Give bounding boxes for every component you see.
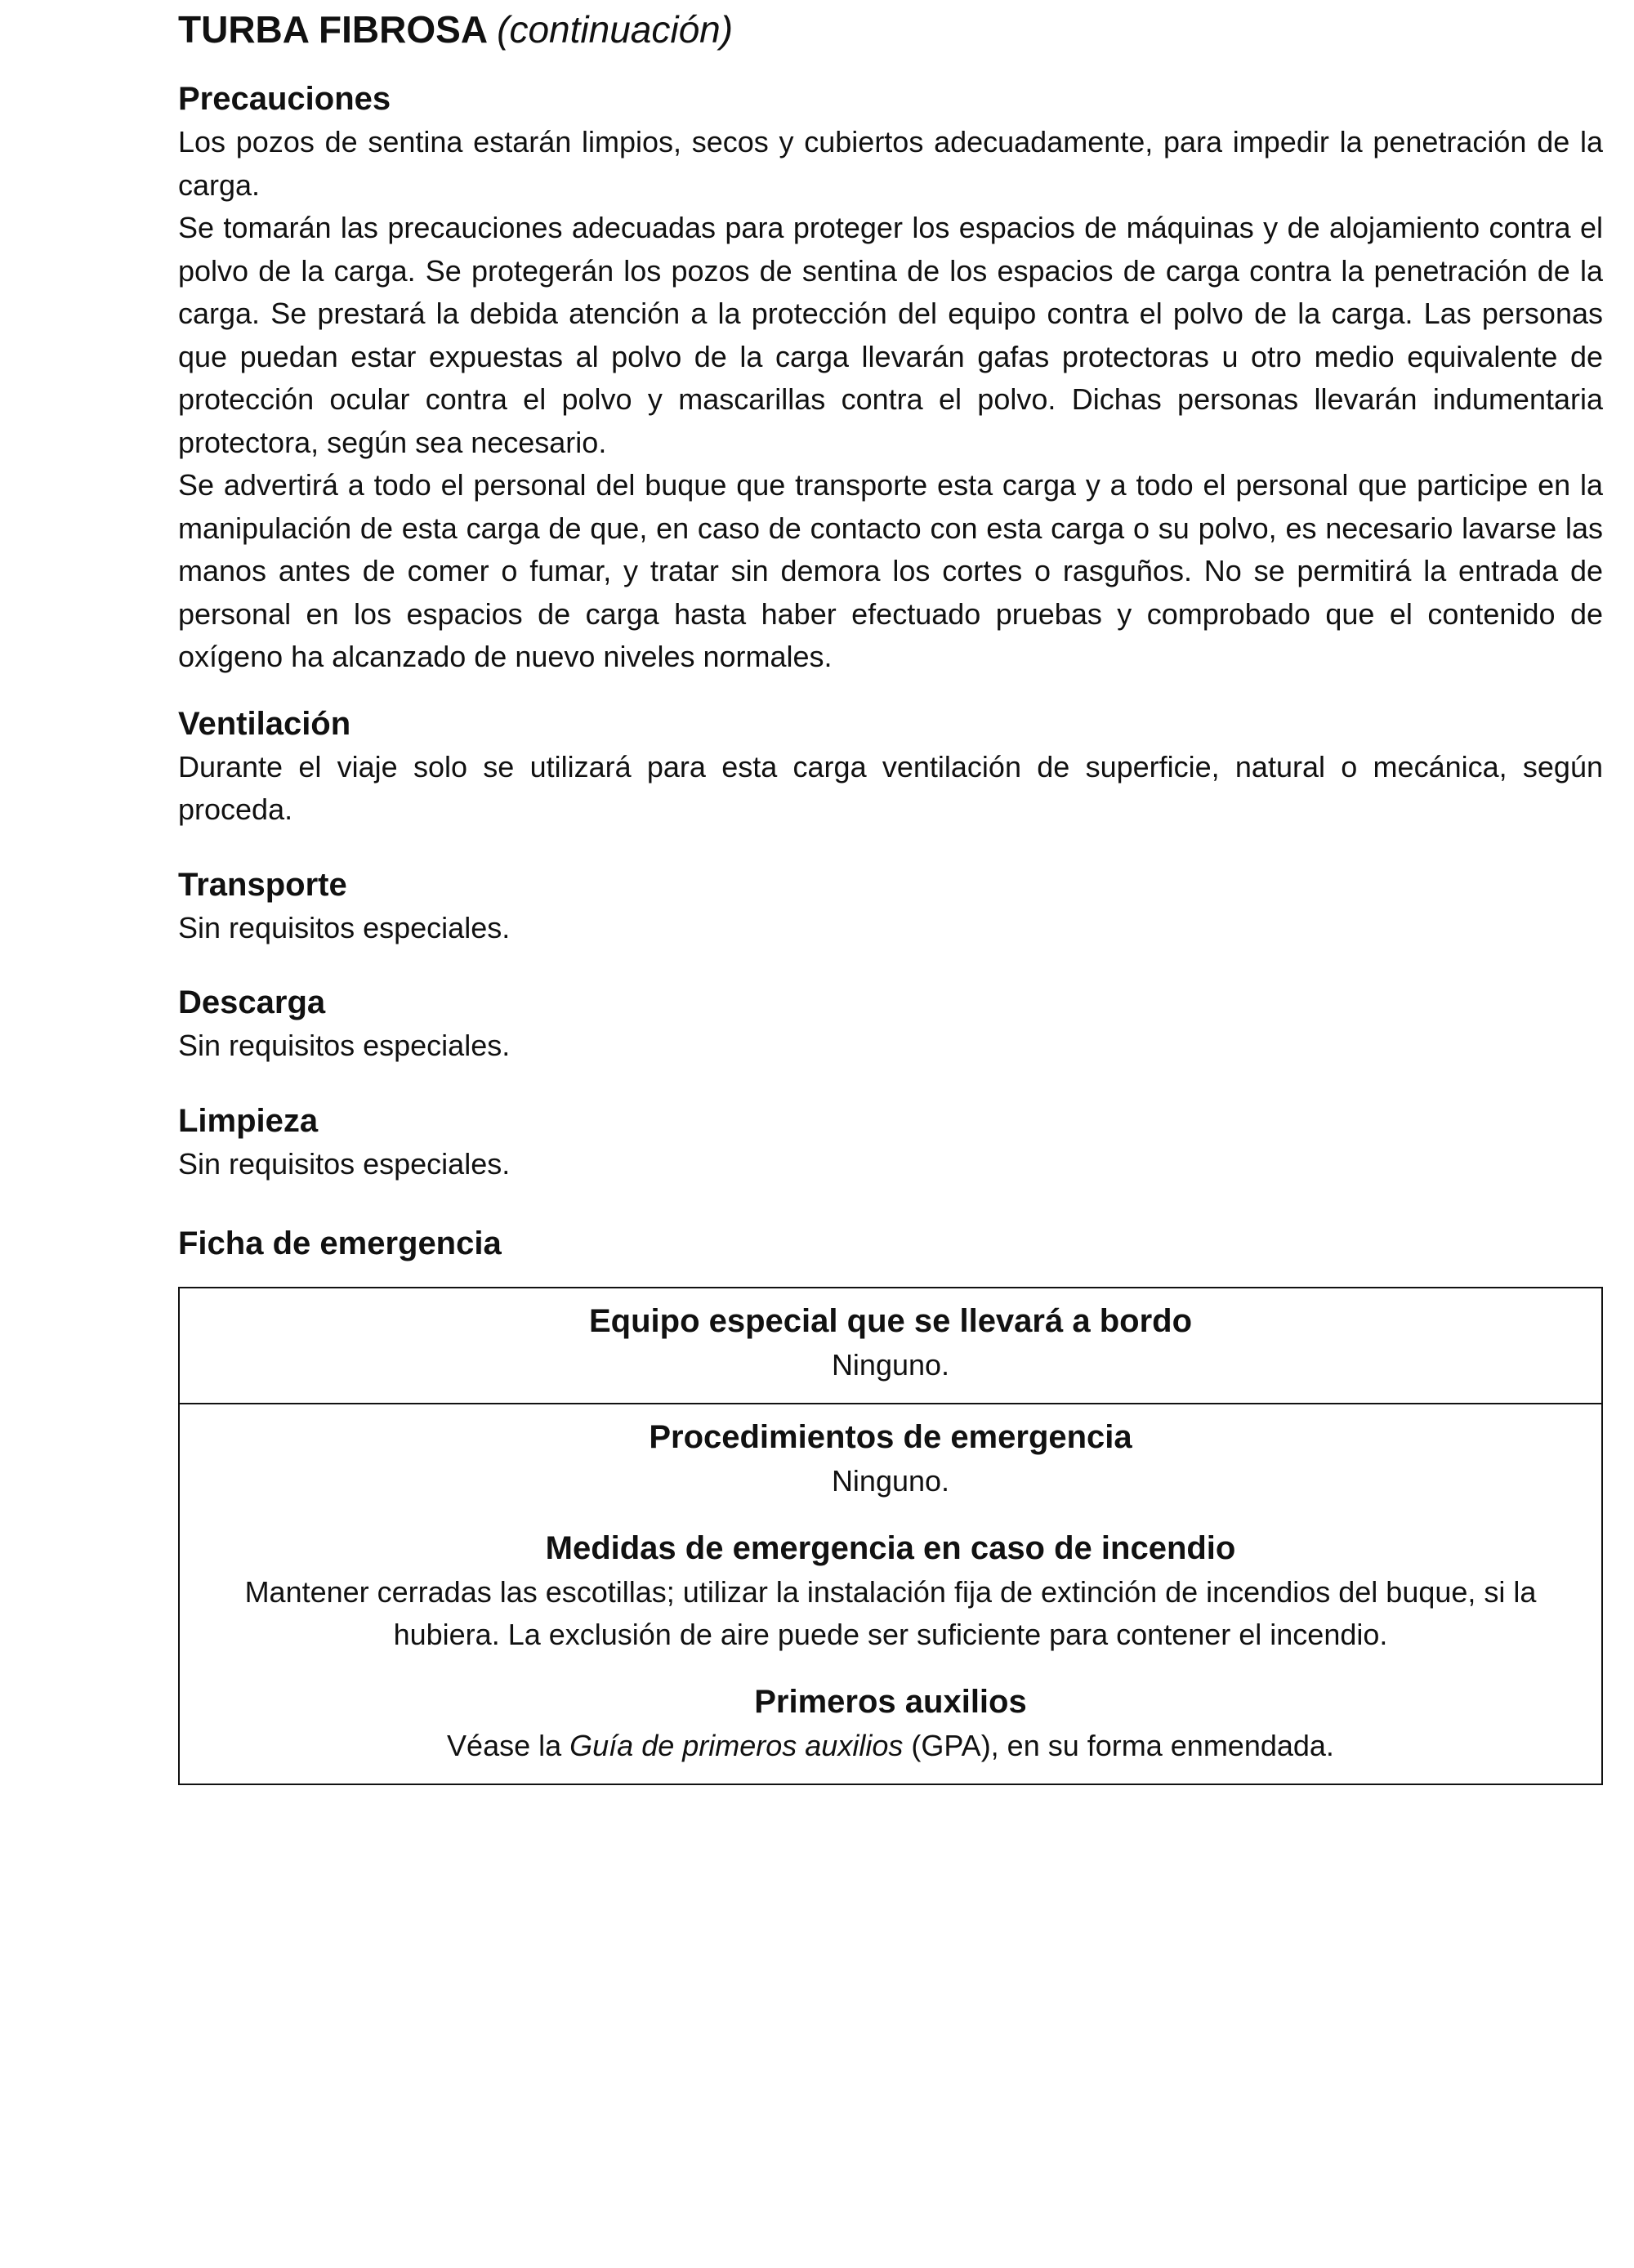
document-title-continuation: (continuación) bbox=[497, 8, 734, 51]
limpieza-text: Sin requisitos especiales. bbox=[178, 1146, 511, 1181]
emergency-equipment-row bbox=[180, 1288, 1601, 1403]
emergency-sheet-box bbox=[178, 1287, 1603, 1785]
emergency-equipment-text: Ninguno. bbox=[831, 1348, 950, 1382]
emergency-equipment-heading: Equipo especial que se llevará a bordo bbox=[588, 1303, 1193, 1339]
transporte-text: Sin requisitos especiales. bbox=[178, 910, 511, 944]
document-title bbox=[178, 0, 1603, 54]
section-ventilacion bbox=[178, 702, 1603, 832]
first-aid-block bbox=[196, 1679, 1585, 1767]
emergency-fire-heading: Medidas de emergencia en caso de incendio bbox=[545, 1530, 1236, 1566]
document-page bbox=[178, 0, 1603, 1785]
section-transporte bbox=[178, 863, 1603, 950]
emergency-equipment-block bbox=[196, 1298, 1585, 1386]
emergency-procedures-row bbox=[180, 1403, 1601, 1784]
emergency-sheet-heading: Ficha de emergencia bbox=[178, 1226, 502, 1261]
section-heading-limpieza: Limpieza bbox=[178, 1102, 319, 1139]
section-limpieza bbox=[178, 1099, 1603, 1186]
section-heading-precauciones: Precauciones bbox=[178, 81, 391, 117]
section-descarga bbox=[178, 980, 1603, 1068]
section-precauciones bbox=[178, 77, 1603, 679]
precauciones-paragraph-3: Se advertirá a todo el personal del buque que transporte esta carga y a todo el personal que participe en la manipulación de esta carga de que, en caso de contacto con esta carga o su polvo, es necesario lavarse las manos antes de comer o fumar, y tratar sin demora los cortes o rasguños. No se permitirá la entrada de personal en los espacios de carga hasta haber efectuado pruebas y comprobado que el contenido de oxígeno ha alcanzado de nuevo niveles normales. bbox=[178, 468, 1603, 673]
first-aid-heading: Primeros auxilios bbox=[754, 1684, 1027, 1720]
document-title-main: TURBA FIBROSA bbox=[178, 8, 487, 51]
section-heading-descarga: Descarga bbox=[178, 984, 326, 1020]
first-aid-text bbox=[196, 1725, 1585, 1767]
section-heading-ventilacion: Ventilación bbox=[178, 705, 351, 742]
first-aid-guide-title: Guía de primeros auxilios bbox=[569, 1729, 904, 1762]
emergency-procedures-text: Ninguno. bbox=[831, 1464, 950, 1498]
first-aid-text-after: (GPA), en su forma enmendada. bbox=[903, 1729, 1334, 1762]
precauciones-paragraph-1: Los pozos de sentina estarán limpios, secos y cubiertos adecuadamente, para impedir la penetración de la carga. bbox=[178, 125, 1603, 202]
ventilacion-text: Durante el viaje solo se utilizará para esta carga ventilación de superficie, natural o mecánica, según proceda. bbox=[178, 749, 1603, 826]
section-heading-transporte: Transporte bbox=[178, 866, 347, 903]
first-aid-text-before: Véase la bbox=[447, 1729, 570, 1762]
emergency-procedures-block bbox=[196, 1414, 1585, 1502]
emergency-fire-block bbox=[196, 1525, 1585, 1656]
emergency-fire-text: Mantener cerradas las escotillas; utilizar la instalación fija de extinción de incendios del buque, si la hubiera. La exclusión de aire puede ser suficiente para contener el incendio. bbox=[244, 1575, 1537, 1651]
descarga-text: Sin requisitos especiales. bbox=[178, 1029, 511, 1062]
emergency-procedures-heading: Procedimientos de emergencia bbox=[649, 1419, 1132, 1455]
precauciones-paragraph-2: Se tomarán las precauciones adecuadas para proteger los espacios de máquinas y de alojamiento contra el polvo de la carga. Se protegerán los pozos de sentina de los espacios de carga contra la penetración de la carga. Se prestará la debida atención a la protección del equipo contra el polvo de la carga. Las personas que puedan estar expuestas al polvo de la carga llevarán gafas protectoras u otro medio equivalente de protección ocular contra el polvo y mascarillas contra el polvo. Dichas personas llevarán indumentaria protectora, según sea necesario. bbox=[178, 211, 1603, 459]
